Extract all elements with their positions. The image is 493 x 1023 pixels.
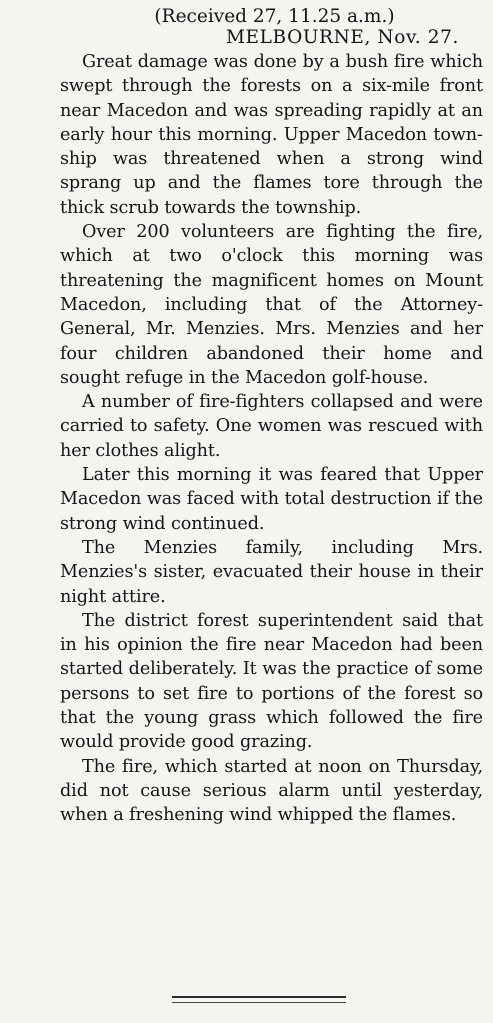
article-paragraph: The district forest superintendent said that in his opinion the fire near Macedon had been started deliberately. It was the practice of some persons to set fire to portions of the forest so that the young grass which followed the fire would provide good grazing. [60,610,483,753]
divider-thick [172,996,346,998]
article-paragraph: Over 200 volunteers are fighting the fire, which at two o'clock this morning was threatening the magnificent homes on Mount Macedon, including that of the Attorney-General, Mr. Menzies. Mrs. Menzies and her four children abandoned their home and sought refuge in the Macedon golf-house. [60,222,483,388]
article-paragraph: The Menzies family, including Mrs. Menzies's sister, evacuated their house in their night attire. [60,537,483,607]
dateline: MELBOURNE, Nov. 27. [226,27,459,48]
article-paragraph: A number of fire-fighters collapsed and were carried to safety. One women was rescued with her clothes alight. [60,392,483,461]
end-of-article-rule [172,996,346,1007]
article-paragraph: Great damage was done by a bush fire which swept through the forests on a six-mile front near Macedon and was spreading rapidly at an early hour this morning. Upper Macedon township was threatened when a strong wind sprang up and the flames tore through the thick scrub towards the township. [60,52,483,218]
divider-thin [172,1002,346,1003]
article-paragraph: The fire, which started at noon on Thursday, did not cause serious alarm until yesterday, when a freshening wind whipped the flames. [60,756,483,826]
article-paragraph: Later this morning it was feared that Upper Macedon was faced with total destruction if the strong wind continued. [60,465,483,534]
received-line: (Received 27, 11.25 a.m.) [154,6,395,27]
